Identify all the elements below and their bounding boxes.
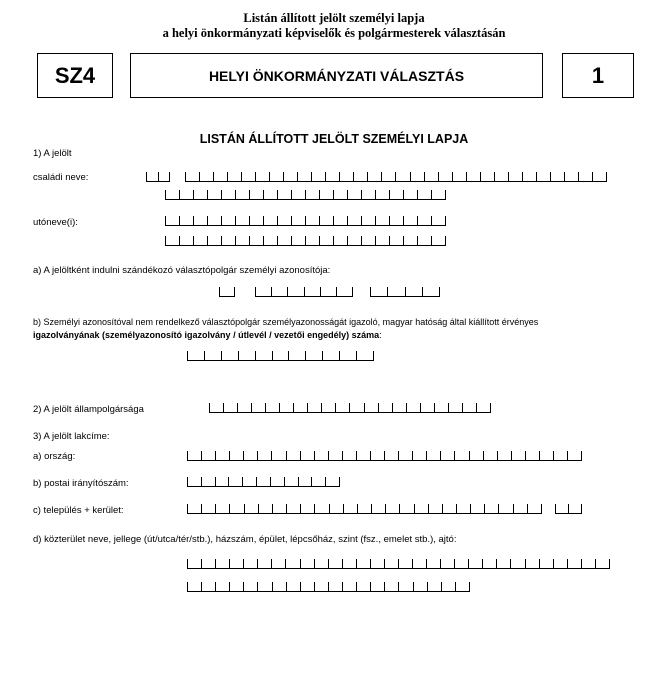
form-header-line1: Listán állított jelölt személyi lapja [243,11,425,25]
personal-id-field-part1[interactable] [219,287,235,297]
personal-id-label: a) A jelöltként indulni szándékozó választópolgár személyi azonosítója: [33,265,331,276]
postcode-label: b) postai irányítószám: [33,478,129,489]
page-number-box: 1 [562,53,634,98]
street-address-field-line1[interactable] [187,559,610,569]
personal-id-field-part2[interactable] [255,287,353,297]
settlement-label: c) település + kerület: [33,505,124,516]
family-name-field-line2[interactable] [165,190,446,200]
id-document-number-field[interactable] [187,351,374,361]
given-names-field-line2[interactable] [165,236,446,246]
country-label: a) ország: [33,451,76,462]
postcode-field[interactable] [187,477,340,487]
district-field[interactable] [555,504,582,514]
family-name-label: családi neve: [33,172,89,183]
given-names-label: utóneve(i): [33,217,78,228]
citizenship-field[interactable] [209,403,491,413]
id-document-label-colon: : [379,330,382,340]
address-heading: 3) A jelölt lakcíme: [33,431,110,442]
form-header-line2: a helyi önkormányzati képviselők és polgármesterek választásán [162,26,506,40]
election-title-box: HELYI ÖNKORMÁNYZATI VÁLASZTÁS [130,53,543,98]
family-name-prefix-field[interactable] [146,172,170,182]
street-address-label: d) közterület neve, jellege (út/utca/tér/stb.), házszám, épület, lépcsőház, szint (fsz., emelet stb.), ajtó: [33,534,457,545]
citizenship-label: 2) A jelölt állampolgársága [33,404,144,415]
form-title: LISTÁN ÁLLÍTOTT JELÖLT SZEMÉLYI LAPJA [199,132,469,146]
section1-heading: 1) A jelölt [33,148,72,159]
family-name-field-line1[interactable] [185,172,607,182]
personal-id-field-part3[interactable] [370,287,440,297]
street-address-field-line2[interactable] [187,582,470,592]
id-document-label-bold: igazolványának (személyazonosító igazolvány / útlevél / vezetői engedély) száma [33,330,380,340]
settlement-field[interactable] [187,504,542,514]
id-document-label-line2 [33,330,382,341]
given-names-field-line1[interactable] [165,216,446,226]
country-field[interactable] [187,451,582,461]
form-code-box: SZ4 [37,53,113,98]
id-document-label-line1: b) Személyi azonosítóval nem rendelkező választópolgár személyazonosságát igazoló, magyar hatóság által kiállított érvényes [33,317,539,327]
